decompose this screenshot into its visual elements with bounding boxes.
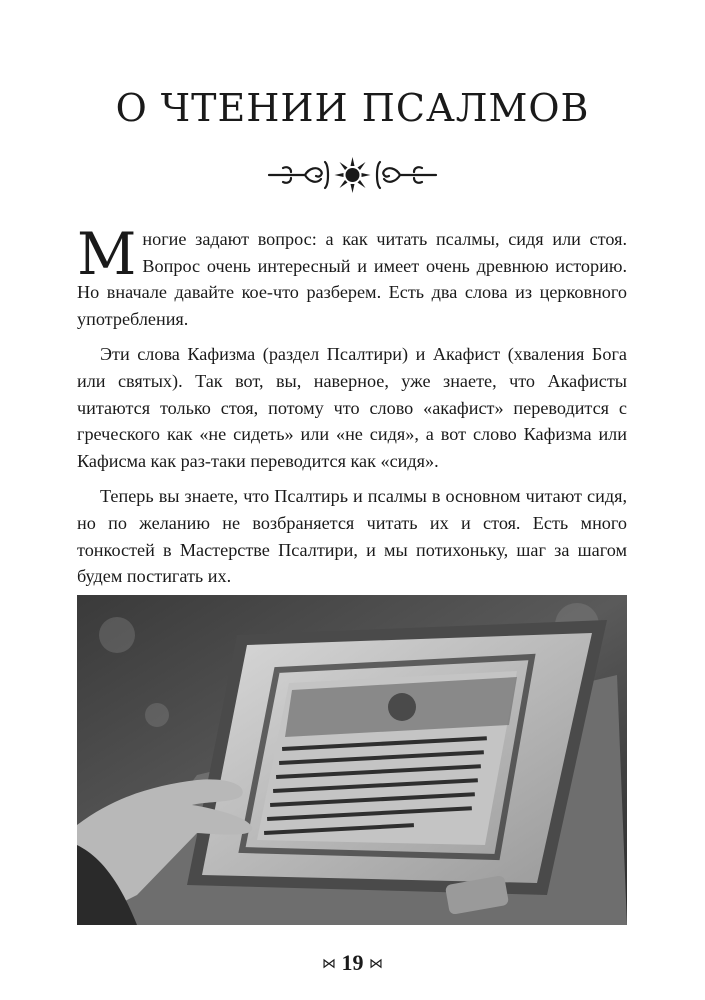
paragraph-3: Теперь вы знаете, что Псалтирь и псалмы в основном читают сидя, но по желанию не возбраняется читать их и стоя. Есть много тонкостей в Мастерстве Псалтири, и мы потихоньку, шаг за шагом будем постигать их. [77, 486, 627, 587]
left-ornament-icon: ⋈ [322, 957, 336, 972]
page-title: О ЧТЕНИИ ПСАЛМОВ [115, 86, 590, 130]
psalter-photo [77, 595, 627, 925]
page-number-footer [0, 950, 705, 976]
right-ornament-icon: ⋈ [369, 957, 383, 972]
sun-flourish-ornament-icon [265, 148, 440, 198]
paragraph-1 [77, 220, 627, 332]
article-body [77, 220, 627, 634]
paragraph-2: Эти слова Кафизма (раздел Псалтири) и Акафист (хваления Бога или святых). Так вот, вы, наверное, уже знаете, что Акафисты читаются только стоя, потому что слово «акафист» переводится с греческого как «не сидеть» или «не сидя», а вот слово Кафизма или Кафисма как раз-таки переводится как «сидя». [77, 344, 627, 471]
page-number: 19 [341, 950, 364, 975]
paragraph-1-text: ногие задают вопрос: а как читать псалмы, сидя или стоя. Вопрос очень интересный и имеет очень древнюю историю. Но вначале давайте кое-что разберем. Есть два слова из церковного употребления. [77, 229, 627, 329]
drop-cap: М [77, 220, 137, 288]
